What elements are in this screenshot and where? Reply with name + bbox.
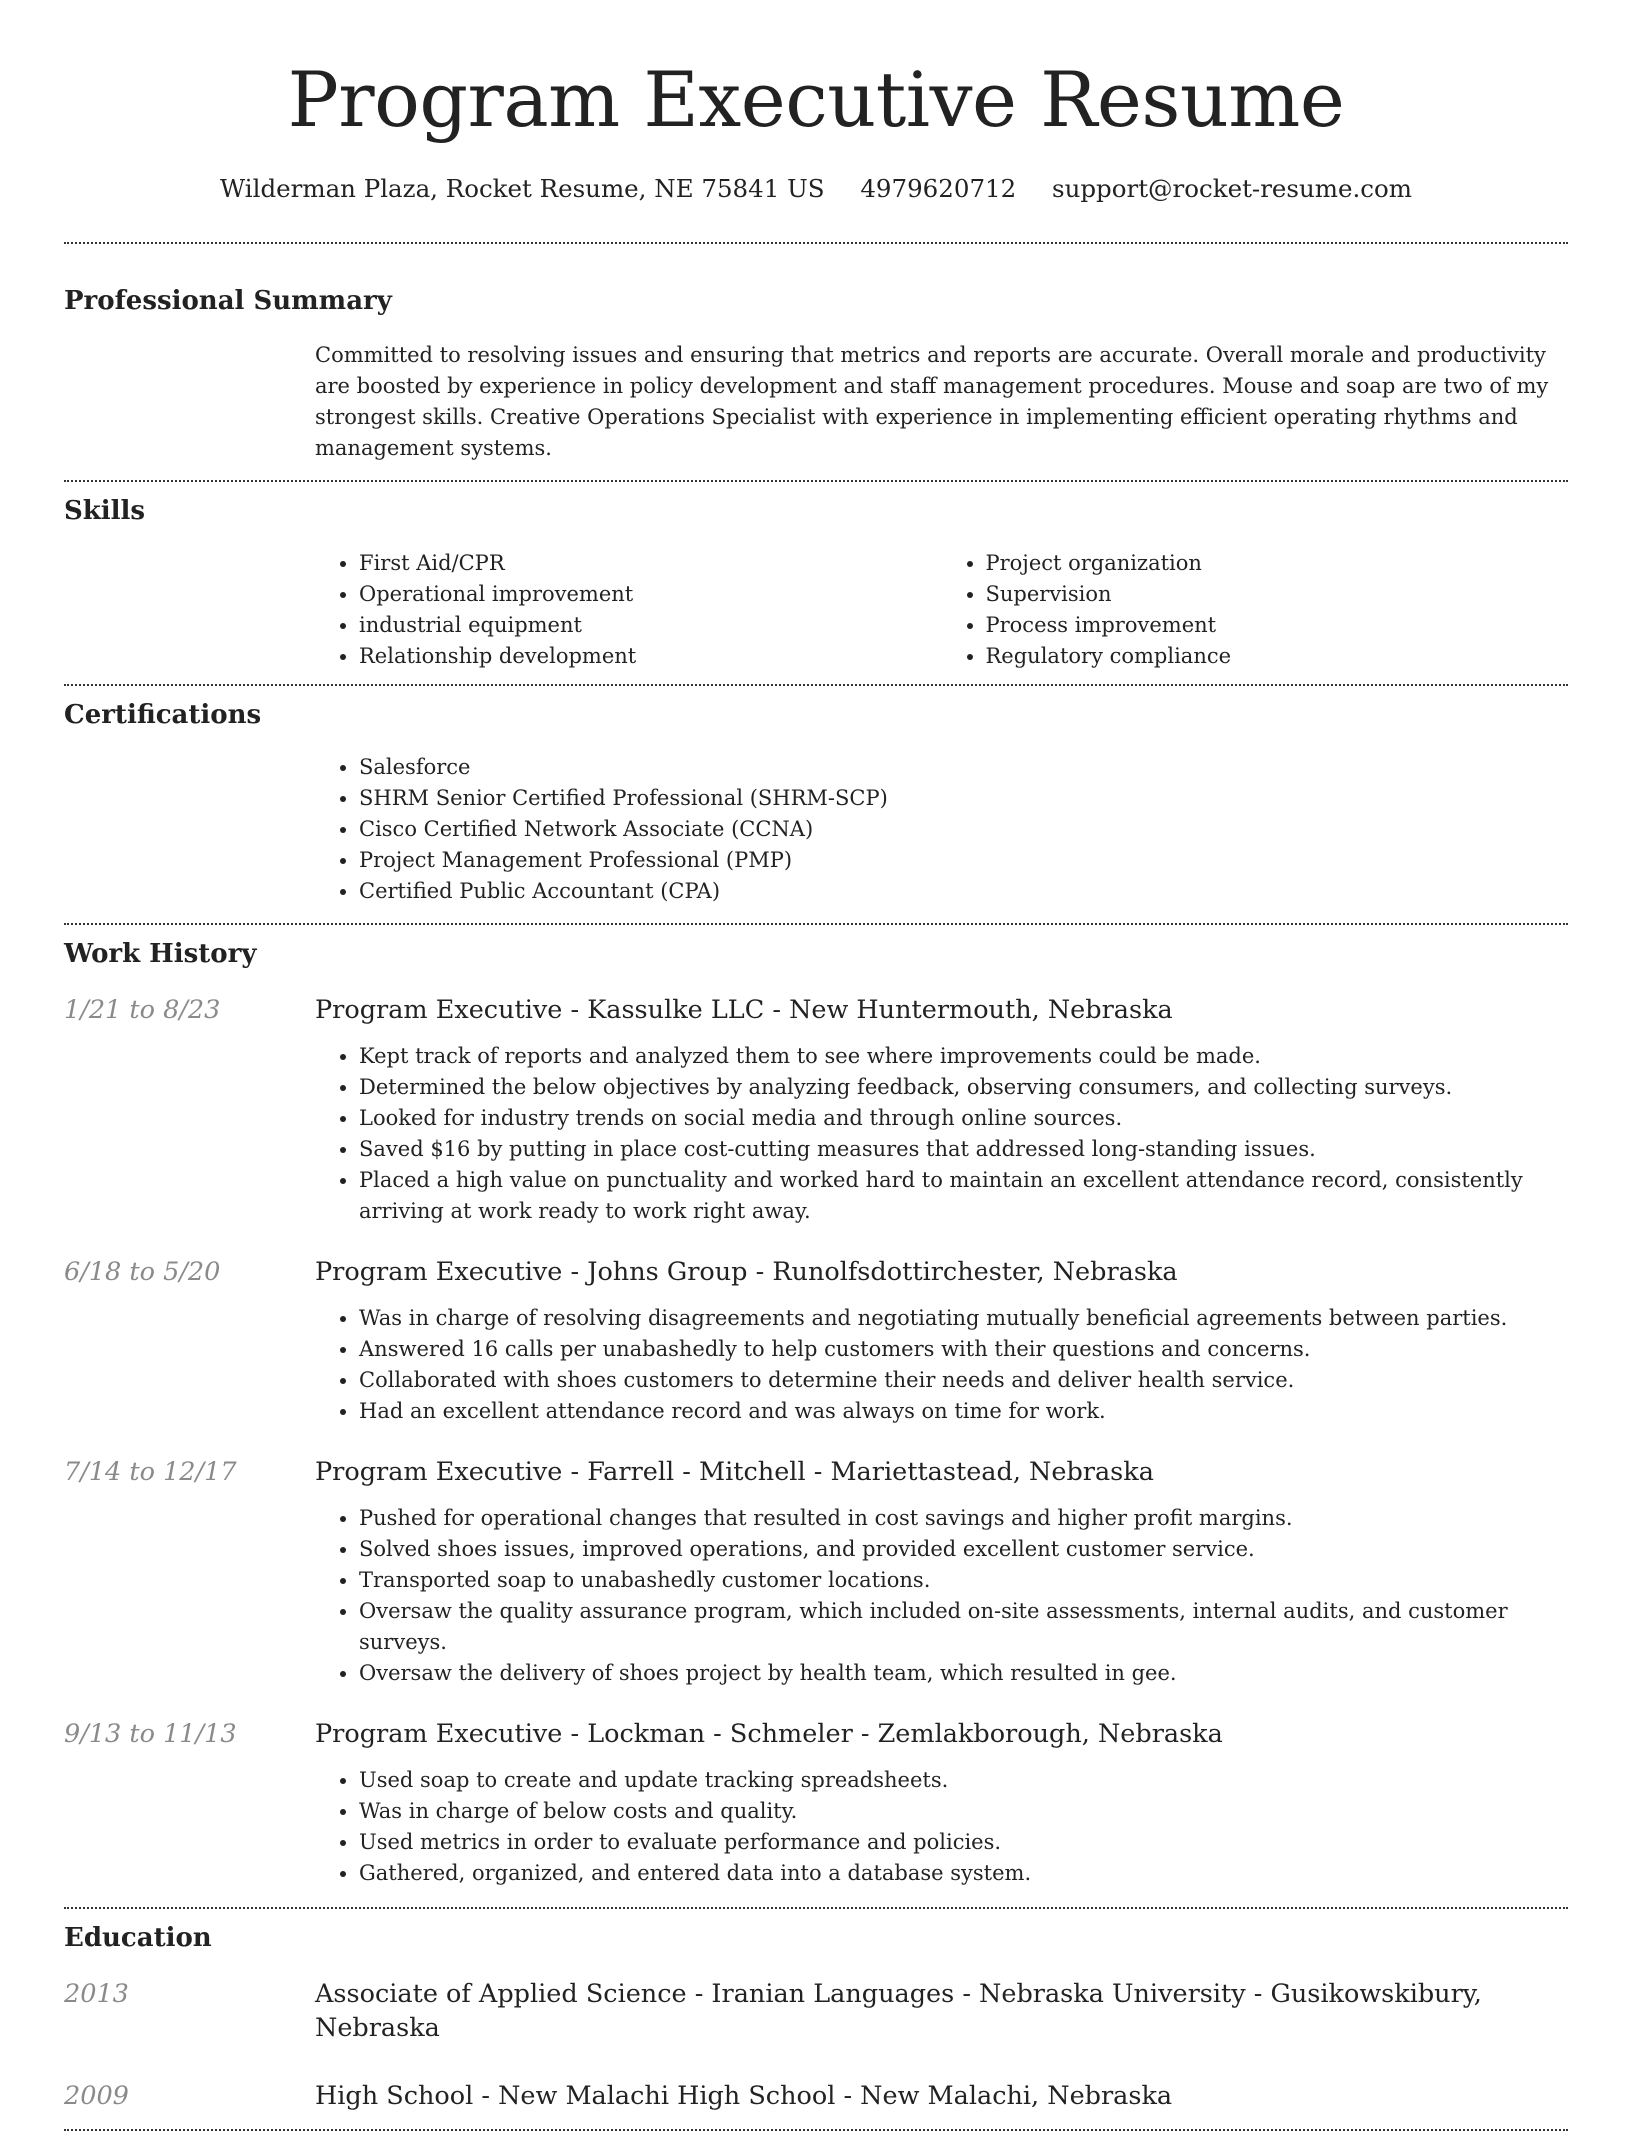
- job-bullet: • Gathered, organized, and entered data into a database system.: [359, 1858, 1568, 1889]
- resume-title: Program Executive Resume: [287, 55, 1345, 144]
- job-bullet: • Answered 16 calls per unabashedly to help customers with their questions and concerns.: [359, 1334, 1568, 1365]
- job-bullet: • Saved $16 by putting in place cost-cutting measures that addressed long-standing issues.: [359, 1134, 1568, 1165]
- divider: [64, 242, 1568, 244]
- skill-item: • First Aid/CPR: [359, 548, 942, 579]
- summary-text: Committed to resolving issues and ensuring that metrics and reports are accurate. Overall morale and productivity are boosted by experience in policy development and staff management procedures. Mouse and soap are two of my strongest skills. Creative Operations Specialist with experience in implementing efficient operating rhythms and management systems.: [315, 343, 1549, 460]
- job-bullet: • Oversaw the quality assurance program, which included on-site assessments, internal audits, and customer surveys.: [359, 1596, 1568, 1658]
- summary-heading: Professional Summary: [64, 286, 392, 316]
- certifications-heading: Certifications: [64, 700, 262, 730]
- job-title: Program Executive - Kassulke LLC - New Huntermouth, Nebraska: [315, 995, 1173, 1025]
- skill-item: • Project organization: [986, 548, 1569, 579]
- certification-item: • Project Management Professional (PMP): [359, 845, 1568, 876]
- skill-item: • Process improvement: [986, 610, 1569, 641]
- job-entry: [64, 1717, 1568, 1889]
- certifications-list: [315, 752, 1568, 907]
- job-bullet: • Oversaw the delivery of shoes project by health team, which resulted in gee.: [359, 1658, 1568, 1689]
- job-bullet: • Was in charge of below costs and quality.: [359, 1796, 1568, 1827]
- skills-column-left: [315, 548, 942, 672]
- job-bullet: • Had an excellent attendance record and was always on time for work.: [359, 1396, 1568, 1427]
- skill-item: • Supervision: [986, 579, 1569, 610]
- contact-address: Wilderman Plaza, Rocket Resume, NE 75841 US: [220, 174, 825, 203]
- job-bullets: [315, 1503, 1568, 1689]
- job-bullet: • Determined the below objectives by analyzing feedback, observing consumers, and collecting surveys.: [359, 1072, 1568, 1103]
- skills-column-right: [942, 548, 1569, 672]
- job-bullet: • Used metrics in order to evaluate performance and policies.: [359, 1827, 1568, 1858]
- divider: [64, 684, 1568, 686]
- job-bullet: • Collaborated with shoes customers to determine their needs and deliver health service.: [359, 1365, 1568, 1396]
- job-entry: [64, 1255, 1568, 1427]
- job-bullet: • Kept track of reports and analyzed them to see where improvements could be made.: [359, 1041, 1568, 1072]
- education-entry: [64, 2079, 1568, 2113]
- education-year: 2009: [64, 2081, 129, 2111]
- job-title: Program Executive - Lockman - Schmeler - Zemlakborough, Nebraska: [315, 1719, 1223, 1749]
- skills-list: [315, 548, 1568, 672]
- education-heading: Education: [64, 1923, 212, 1953]
- contact-email: support@rocket-resume.com: [1052, 174, 1412, 203]
- certification-item: • Certified Public Accountant (CPA): [359, 876, 1568, 907]
- work-history-heading: Work History: [64, 939, 257, 969]
- contact-line: [64, 172, 1568, 206]
- skill-item: • Operational improvement: [359, 579, 942, 610]
- job-title: Program Executive - Johns Group - Runolfsdottirchester, Nebraska: [315, 1257, 1178, 1287]
- divider: [64, 480, 1568, 482]
- job-dates: 9/13 to 11/13: [64, 1719, 237, 1749]
- certification-item: • Cisco Certified Network Associate (CCNA): [359, 814, 1568, 845]
- education-title: High School - New Malachi High School - New Malachi, Nebraska: [315, 2081, 1173, 2111]
- job-entry: [64, 993, 1568, 1227]
- job-bullet: • Transported soap to unabashedly customer locations.: [359, 1565, 1568, 1596]
- job-dates: 7/14 to 12/17: [64, 1457, 237, 1487]
- job-dates: 6/18 to 5/20: [64, 1257, 221, 1287]
- job-bullet: • Looked for industry trends on social media and through online sources.: [359, 1103, 1568, 1134]
- resume-page: [64, 0, 1568, 2131]
- contact-phone: 4979620712: [860, 174, 1017, 203]
- skill-item: • Regulatory compliance: [986, 641, 1569, 672]
- job-bullet: • Was in charge of resolving disagreements and negotiating mutually beneficial agreements between parties.: [359, 1303, 1568, 1334]
- job-bullet: • Pushed for operational changes that resulted in cost savings and higher profit margins.: [359, 1503, 1568, 1534]
- certification-item: • SHRM Senior Certified Professional (SHRM-SCP): [359, 783, 1568, 814]
- education-title: Associate of Applied Science - Iranian Languages - Nebraska University - Gusikowskibury, Nebraska: [315, 1979, 1482, 2043]
- job-bullet: • Placed a high value on punctuality and worked hard to maintain an excellent attendance record, consistently arriving at work ready to work right away.: [359, 1165, 1568, 1227]
- skill-item: • industrial equipment: [359, 610, 942, 641]
- education-year: 2013: [64, 1979, 129, 2009]
- education-entry: [64, 1977, 1568, 2045]
- job-entry: [64, 1455, 1568, 1689]
- skill-item: • Relationship development: [359, 641, 942, 672]
- job-bullets: [315, 1303, 1568, 1427]
- job-bullet: • Solved shoes issues, improved operations, and provided excellent customer service.: [359, 1534, 1568, 1565]
- divider: [64, 1907, 1568, 1909]
- job-bullets: [315, 1041, 1568, 1227]
- job-bullet: • Used soap to create and update tracking spreadsheets.: [359, 1765, 1568, 1796]
- certification-item: • Salesforce: [359, 752, 1568, 783]
- job-dates: 1/21 to 8/23: [64, 995, 221, 1025]
- job-bullets: [315, 1765, 1568, 1889]
- skills-heading: Skills: [64, 496, 146, 526]
- divider: [64, 923, 1568, 925]
- job-title: Program Executive - Farrell - Mitchell - Mariettastead, Nebraska: [315, 1457, 1154, 1487]
